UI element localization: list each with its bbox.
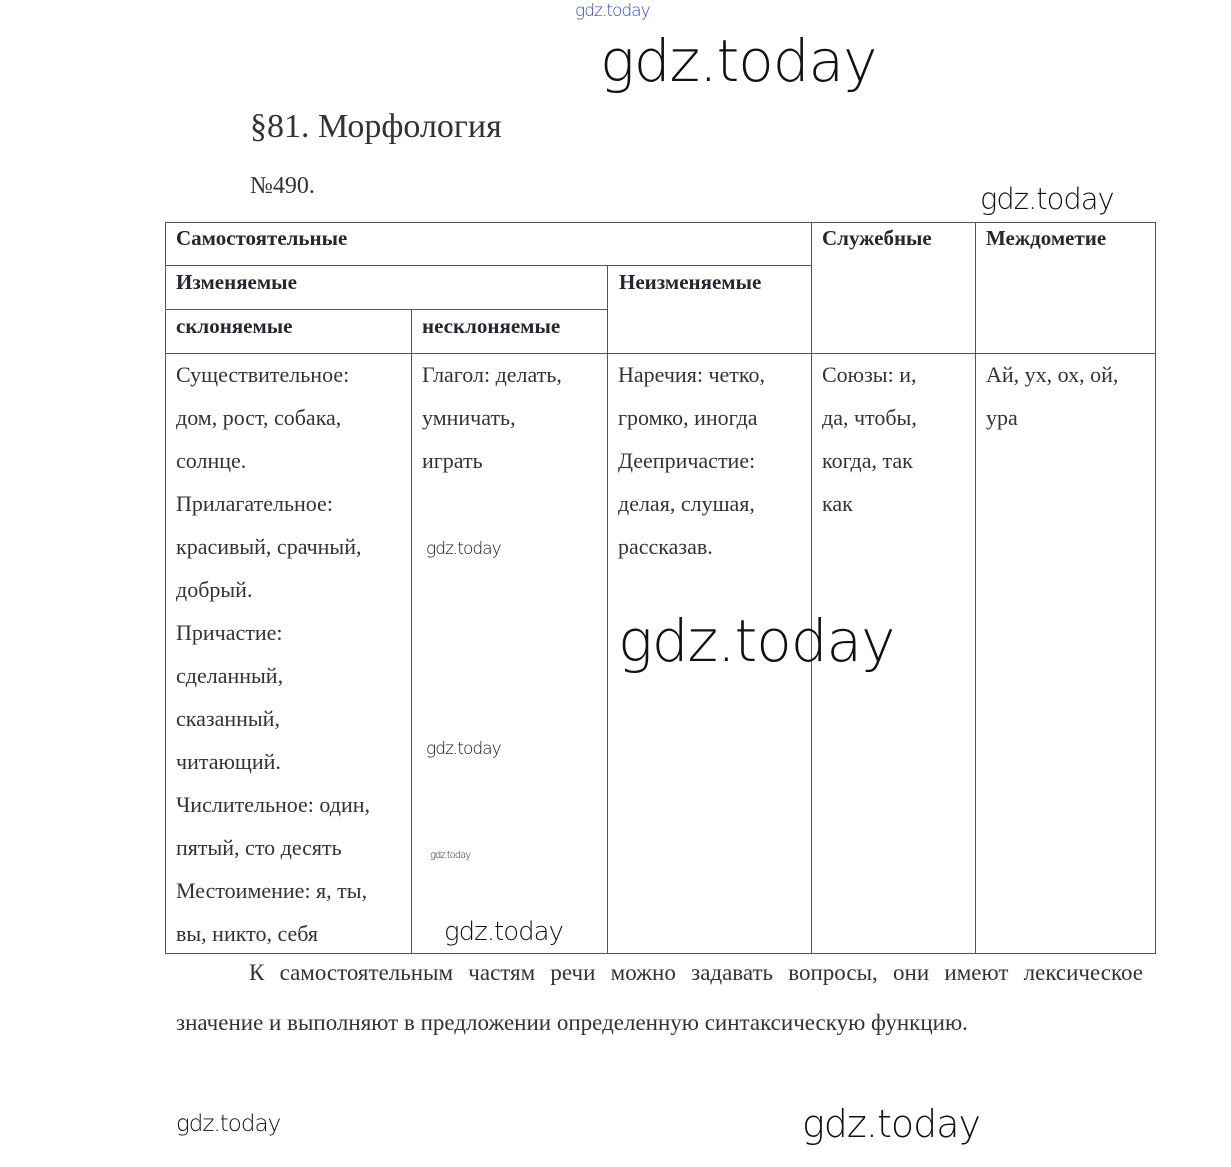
header-declinable: склоняемые: [176, 314, 293, 338]
cell-line: Союзы: и,: [822, 362, 917, 387]
cell-line: Деепричастие:: [618, 448, 756, 473]
cell-line: играть: [422, 448, 483, 473]
cell-line: умничать,: [422, 405, 516, 430]
cell-line: сказанный,: [176, 706, 280, 731]
table-divider: [165, 265, 811, 266]
cell-interjection: [986, 353, 1118, 439]
table-border: [165, 222, 166, 953]
cell-indeclinable: [422, 353, 562, 482]
cell-line: громко, иногда: [618, 405, 758, 430]
cell-unchangeable: [618, 353, 765, 568]
section-title: §81. Морфология: [250, 108, 502, 145]
cell-line: вы, никто, себя: [176, 921, 319, 946]
watermark: gdz.today: [444, 917, 563, 947]
watermark: gdz.today: [176, 1111, 281, 1137]
table-divider: [411, 309, 412, 953]
cell-line: Наречия: четко,: [618, 362, 765, 387]
cell-declinable: [176, 353, 370, 955]
cell-line: делая, слушая,: [618, 491, 755, 516]
cell-line: дом, рост, собака,: [176, 405, 342, 430]
cell-line: Ай, ух, ох, ой,: [986, 362, 1119, 387]
cell-line: пятый, сто десять: [176, 835, 342, 860]
cell-line: Местоимение: я, ты,: [176, 878, 368, 903]
table-border: [1155, 222, 1156, 953]
cell-line: когда, так: [822, 448, 913, 473]
cell-line: Числительное: один,: [176, 792, 371, 817]
watermark: gdz.today: [430, 850, 471, 861]
cell-line: как: [822, 491, 853, 516]
cell-line: добрый.: [176, 577, 253, 602]
table-border: [165, 222, 1156, 223]
cell-line: Причастие:: [176, 620, 283, 645]
cell-line: да, чтобы,: [822, 405, 917, 430]
table-divider: [811, 222, 812, 953]
cell-line: читающий.: [176, 749, 281, 774]
paragraph-text: К самостоятельным частям речи можно задавать вопросы, они имеют лексическое значение и выполняют в предложении определенную синтаксическую функцию.: [176, 960, 1143, 1035]
watermark: gdz.today: [426, 739, 501, 759]
cell-line: сделанный,: [176, 663, 284, 688]
watermark: gdz.today: [618, 607, 895, 675]
cell-line: Существительное:: [176, 362, 350, 387]
exercise-number: №490.: [250, 173, 315, 199]
watermark: gdz.today: [980, 182, 1114, 216]
watermark: gdz.today: [600, 27, 877, 95]
header-unchangeable: Неизменяемые: [619, 270, 762, 294]
header-interjection: Междометие: [986, 226, 1107, 250]
table-divider: [165, 309, 607, 310]
watermark: gdz.today: [802, 1102, 980, 1146]
header-watermark-link[interactable]: gdz.today: [575, 1, 650, 21]
cell-auxiliary: [822, 353, 917, 525]
cell-line: рассказав.: [618, 534, 713, 559]
cell-line: Глагол: делать,: [422, 362, 562, 387]
cell-line: Прилагательное:: [176, 491, 333, 516]
header-auxiliary: Служебные: [822, 226, 932, 250]
cell-line: солнце.: [176, 448, 247, 473]
table-divider: [607, 265, 608, 953]
header-indeclinable: несклоняемые: [422, 314, 561, 338]
table-divider: [975, 222, 976, 953]
watermark: gdz.today: [426, 539, 501, 559]
explanation-paragraph: [176, 948, 1143, 1048]
header-independent: Самостоятельные: [176, 226, 348, 250]
cell-line: красивый, срачный,: [176, 534, 362, 559]
header-changeable: Изменяемые: [176, 270, 297, 294]
cell-line: ура: [986, 405, 1018, 430]
